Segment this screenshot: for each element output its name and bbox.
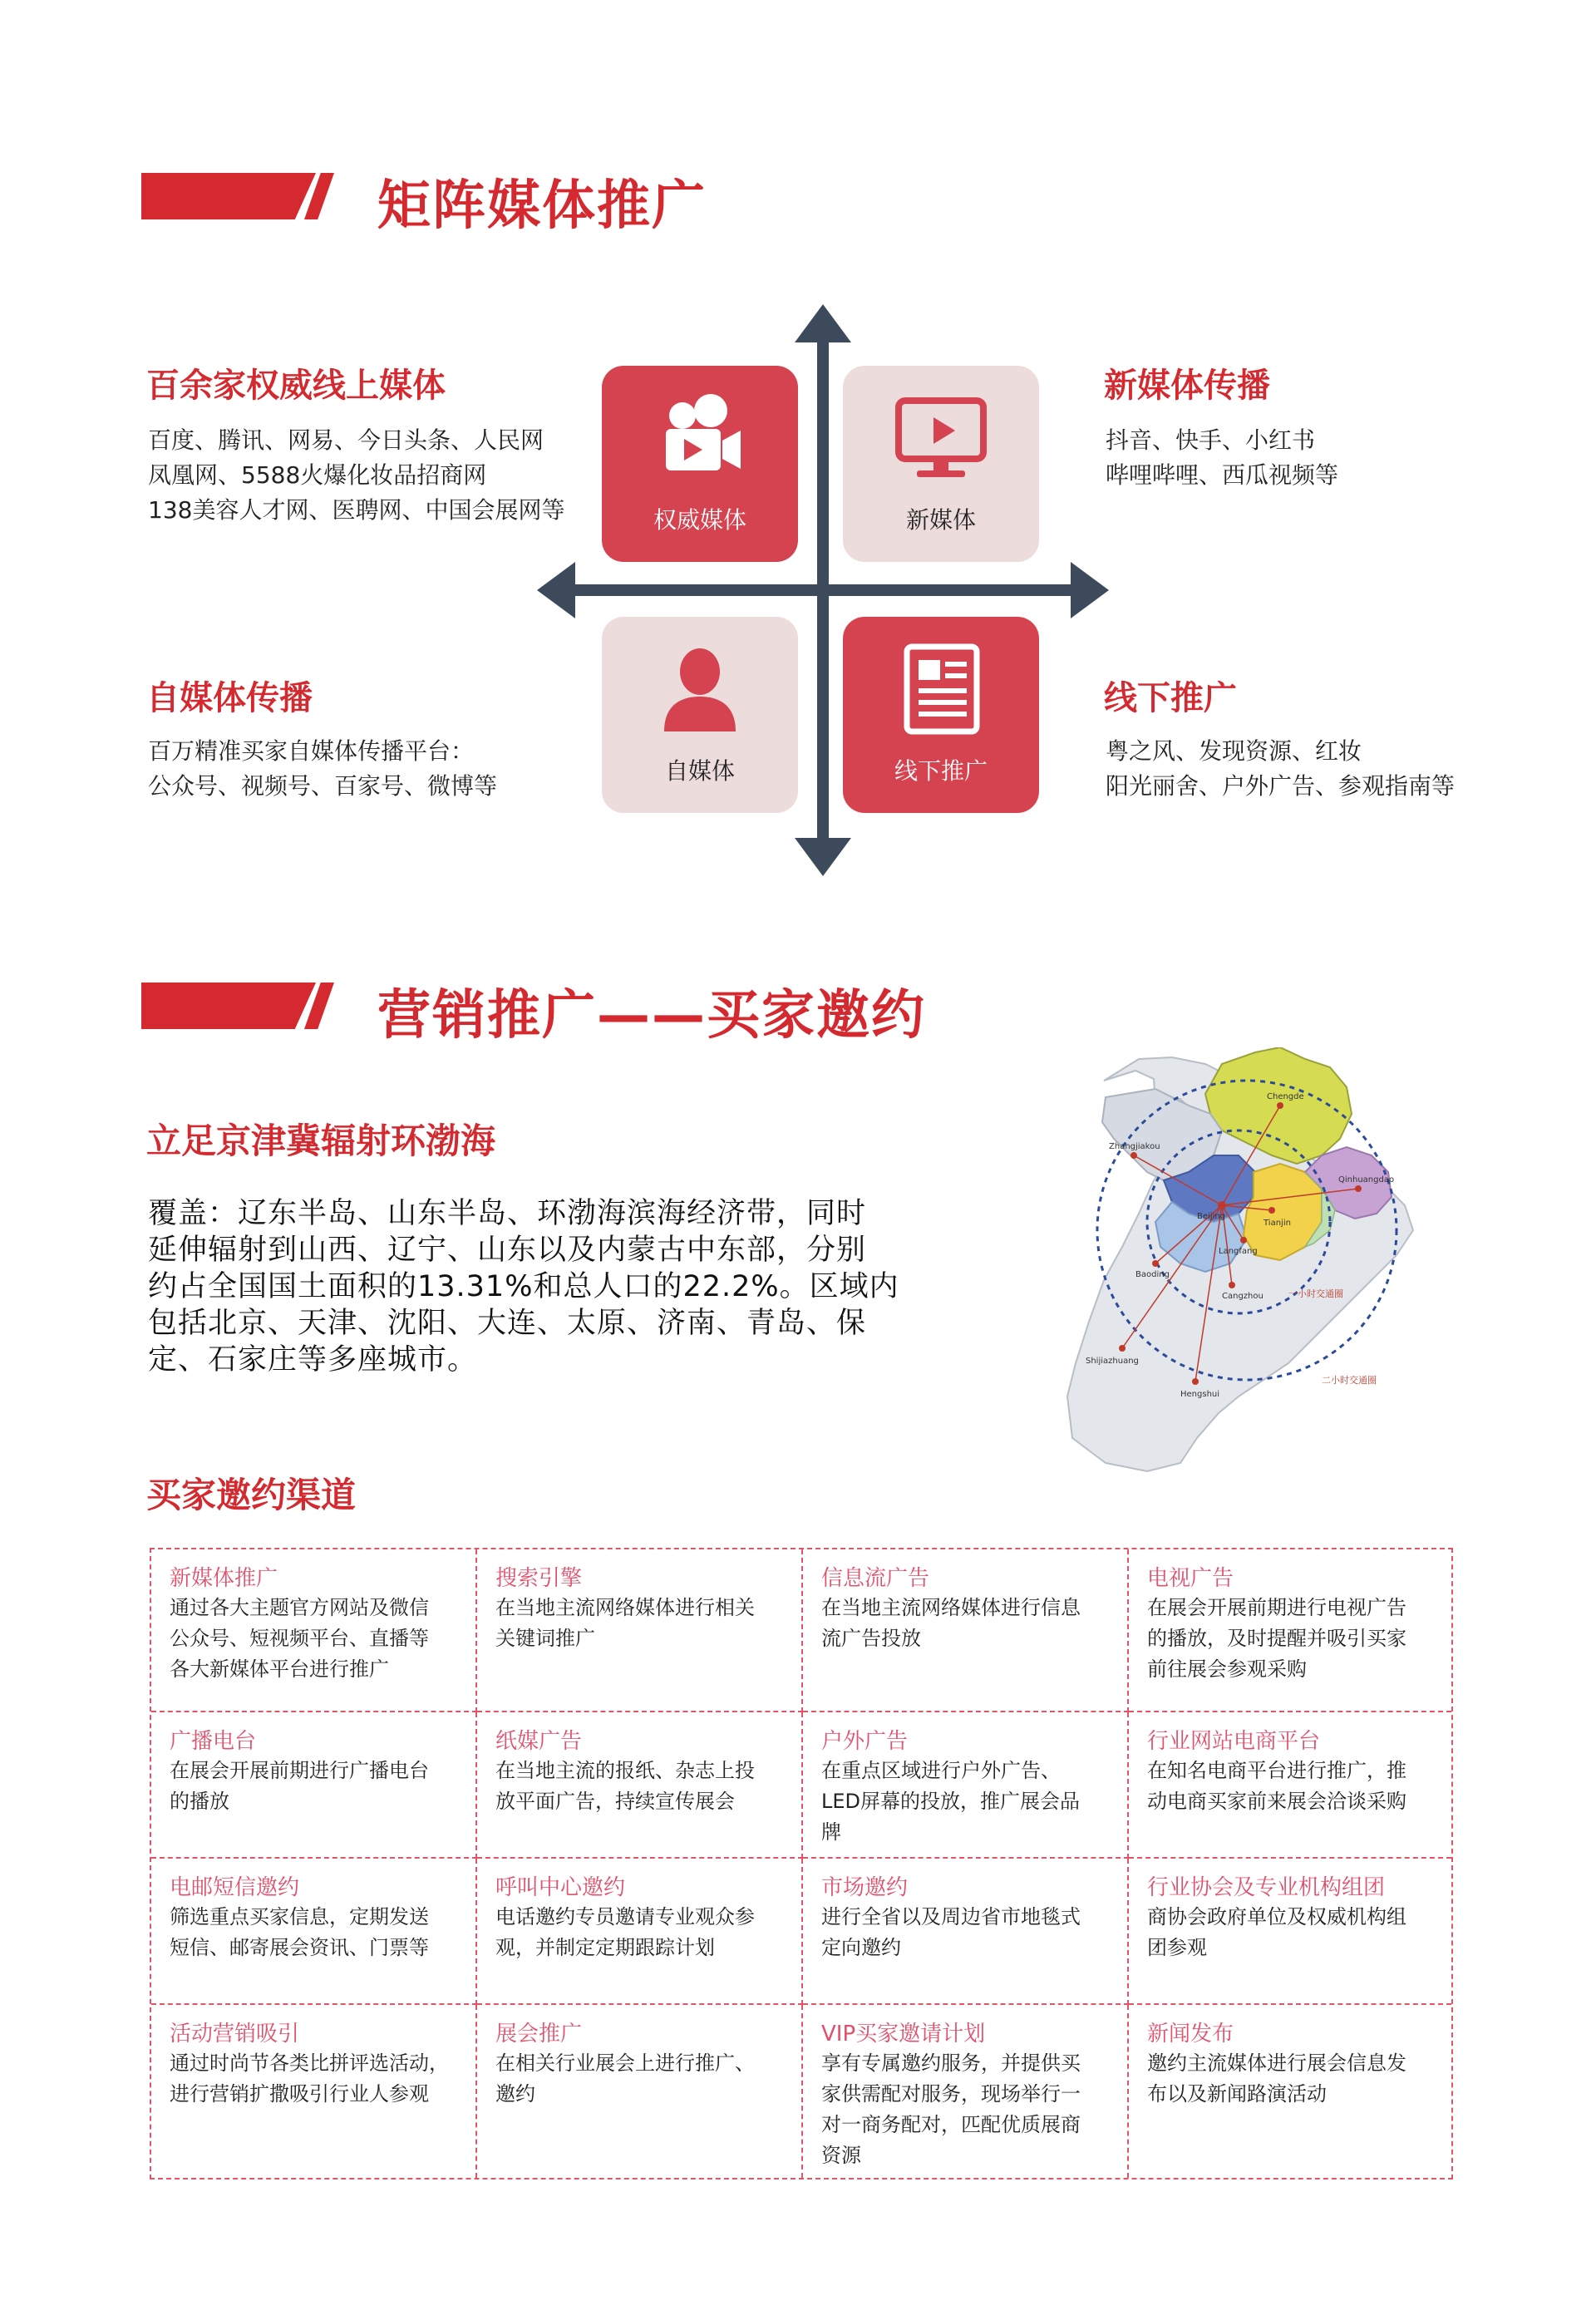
channel-cell: [151, 1549, 477, 1712]
channel-desc-line: 享有专属邀约服务，并提供买: [821, 2051, 1081, 2075]
channel-desc-line: 在展会开展前期进行电视广告: [1147, 1596, 1406, 1619]
channel-desc-line: 资源: [821, 2144, 861, 2167]
channel-cell: [151, 2005, 477, 2178]
quadrant-line: 阳光丽舍、户外广告、参观指南等: [1106, 772, 1456, 800]
quadrant-line: 凤凰网、5588火爆化妆品招商网: [148, 461, 487, 489]
channel-title: 电邮短信邀约: [170, 1875, 300, 1900]
tile-label: 自媒体: [664, 757, 735, 785]
channel-cell: [477, 1712, 803, 1859]
channel-title: 展会推广: [495, 2022, 583, 2046]
tile-offline: [843, 617, 1039, 813]
quadrant-title: 新媒体传播: [1104, 367, 1270, 405]
channel-title: 新闻发布: [1147, 2022, 1234, 2046]
map-label-chengde: Chengde: [1267, 1092, 1304, 1101]
channel-cell: [477, 2005, 803, 2178]
region-map: [1056, 1047, 1438, 1480]
channel-cell: [151, 1859, 477, 2005]
region-text-line: 延伸辐射到山西、辽宁、山东以及内蒙古中东部，分别: [148, 1234, 867, 1267]
channel-desc-line: 的播放: [170, 1790, 229, 1813]
channel-cell: [151, 1712, 477, 1859]
quadrant-title: 线下推广: [1104, 679, 1237, 717]
channel-desc-line: 邀约: [495, 2082, 535, 2106]
section-title-buyer-invitation: 营销推广——买家邀约: [377, 985, 926, 1047]
quadrant-line: 抖音、快手、小红书: [1106, 426, 1316, 454]
channel-title: 信息流广告: [821, 1566, 930, 1591]
channel-desc-line: 布以及新闻路演活动: [1147, 2082, 1327, 2106]
tile-new-media: [843, 366, 1039, 562]
channel-cell: [803, 1712, 1129, 1859]
channel-desc-line: 进行全省以及周边省市地毯式: [821, 1905, 1081, 1928]
channel-desc-line: 关键词推广: [495, 1627, 595, 1650]
quadrant-line: 138美容人才网、医聘网、中国会展网等: [148, 496, 565, 524]
channel-title: 呼叫中心邀约: [495, 1875, 626, 1900]
map-label-langfang: Langfang: [1219, 1247, 1258, 1256]
region-text-line: 覆盖：辽东半岛、山东半岛、环渤海滨海经济带，同时: [148, 1197, 867, 1230]
quadrant-line: 百度、腾讯、网易、今日头条、人民网: [148, 426, 544, 454]
channel-cell: [1129, 1859, 1451, 2005]
channel-cell: [1129, 2005, 1451, 2178]
map-label-qinhuangdao: Qinhuangdao: [1338, 1175, 1395, 1185]
channel-desc-line: 放平面广告，持续宣传展会: [495, 1790, 735, 1813]
map-label-beijing: Beijing: [1197, 1212, 1226, 1221]
channel-desc-line: 进行营销扩撒吸引行业人参观: [170, 2082, 429, 2106]
channel-desc-line: 定向邀约: [821, 1936, 901, 1959]
quadrant-title: 自媒体传播: [146, 679, 313, 717]
channel-title: 广播电台: [170, 1729, 257, 1754]
video-camera-icon: [654, 392, 746, 484]
section-title-matrix: 矩阵媒体推广: [377, 175, 707, 237]
channel-desc-line: 商协会政府单位及权威机构组: [1147, 1905, 1406, 1928]
channel-desc-line: LED屏幕的投放，推广展会品: [821, 1790, 1081, 1813]
quadrant-line: 百万精准买家自媒体传播平台：: [148, 737, 475, 765]
tile-self-media: [602, 617, 798, 813]
channel-cell: [803, 2005, 1129, 2178]
channel-title: 行业协会及专业机构组团: [1147, 1875, 1386, 1900]
channel-cell: [803, 1859, 1129, 2005]
tile-label: 新媒体: [905, 506, 976, 534]
map-label-one-hour-circle: 一小时交通圈: [1288, 1288, 1343, 1299]
map-label-cangzhou: Cangzhou: [1222, 1292, 1264, 1301]
quadrant-line: 粤之风、发现资源、红妆: [1106, 737, 1362, 765]
channel-cell: [803, 1549, 1129, 1712]
channel-desc-line: 在当地主流网络媒体进行相关: [495, 1596, 755, 1619]
map-label-shijiazhuang: Shijiazhuang: [1086, 1357, 1139, 1366]
person-icon: [654, 643, 746, 735]
section-header-bar-2: [141, 983, 366, 1029]
region-text-line: 定、石家庄等多座城市。: [148, 1343, 478, 1377]
quadrant-line: 哔哩哔哩、西瓜视频等: [1106, 461, 1339, 489]
section-header-bar-1: [141, 173, 366, 219]
channel-desc-line: 动电商买家前来展会洽谈采购: [1147, 1790, 1406, 1813]
channel-desc-line: 公众号、短视频平台、直播等: [170, 1627, 429, 1650]
channel-desc-line: 在相关行业展会上进行推广、: [495, 2051, 755, 2075]
channel-desc-line: 各大新媒体平台进行推广: [170, 1657, 389, 1681]
channel-desc-line: 在知名电商平台进行推广，推: [1147, 1759, 1406, 1782]
channel-cell: [1129, 1712, 1451, 1859]
channel-desc-line: 短信、邮寄展会资讯、门票等: [170, 1936, 429, 1959]
channel-desc-line: 通过时尚节各类比拼评选活动，: [170, 2051, 449, 2075]
channel-desc-line: 家供需配对服务，现场举行一: [821, 2082, 1081, 2106]
channel-desc-line: 在当地主流的报纸、杂志上投: [495, 1759, 755, 1782]
tile-label: 权威媒体: [653, 506, 746, 534]
channel-desc-line: 观，并制定定期跟踪计划: [495, 1936, 715, 1959]
channel-title: 搜索引擎: [495, 1566, 583, 1591]
channel-desc-line: 在重点区域进行户外广告、: [821, 1759, 1061, 1782]
channel-cell: [477, 1859, 803, 2005]
channel-title: 行业网站电商平台: [1147, 1729, 1321, 1754]
tile-authority-media: [602, 366, 798, 562]
tile-label: 线下推广: [894, 757, 988, 785]
channel-desc-line: 在当地主流网络媒体进行信息: [821, 1596, 1081, 1619]
channel-desc-line: 对一商务配对，匹配优质展商: [821, 2113, 1081, 2136]
channel-title: 纸媒广告: [495, 1729, 583, 1754]
document-icon: [895, 643, 987, 735]
channel-desc-line: 筛选重点买家信息，定期发送: [170, 1905, 429, 1928]
quadrant-line: 公众号、视频号、百家号、微博等: [148, 772, 498, 800]
channel-title: 活动营销吸引: [170, 2022, 300, 2046]
channel-desc-line: 通过各大主题官方网站及微信: [170, 1596, 429, 1619]
channel-desc-line: 邀约主流媒体进行展会信息发: [1147, 2051, 1406, 2075]
channel-cell: [477, 1549, 803, 1712]
channel-title: 电视广告: [1147, 1566, 1234, 1591]
map-label-hengshui: Hengshui: [1180, 1390, 1220, 1399]
channel-desc-line: 团参观: [1147, 1936, 1207, 1959]
quadrant-title: 百余家权威线上媒体: [146, 367, 446, 405]
channel-desc-line: 在展会开展前期进行广播电台: [170, 1759, 429, 1782]
region-text-line: 包括北京、天津、沈阳、大连、太原、济南、青岛、保: [148, 1307, 867, 1340]
channel-desc-line: 流广告投放: [821, 1627, 921, 1650]
map-label-zhangjiakou: Zhangjiakou: [1109, 1142, 1160, 1151]
region-heading: 立足京津冀辐射环渤海: [146, 1121, 496, 1161]
channels-grid: [150, 1548, 1453, 2179]
channel-cell: [1129, 1549, 1451, 1712]
channel-desc-line: 电话邀约专员邀请专业观众参: [495, 1905, 755, 1928]
channel-desc-line: 前往展会参观采购: [1147, 1657, 1307, 1681]
monitor-play-icon: [895, 392, 987, 484]
channel-desc-line: 的播放，及时提醒并吸引买家: [1147, 1627, 1406, 1650]
channel-title: 市场邀约: [821, 1875, 909, 1900]
channel-title: 户外广告: [821, 1729, 909, 1754]
region-text-line: 约占全国国土面积的13.31%和总人口的22.2%。区域内: [148, 1270, 899, 1303]
map-label-two-hour-circle: 二小时交通圈: [1322, 1375, 1377, 1386]
channels-heading: 买家邀约渠道: [146, 1475, 357, 1515]
channel-desc-line: 牌: [821, 1820, 841, 1844]
channel-title: 新媒体推广: [170, 1566, 278, 1591]
map-label-tianjin: Tianjin: [1264, 1219, 1291, 1228]
map-label-baoding: Baoding: [1135, 1270, 1170, 1279]
channel-title: VIP买家邀请计划: [821, 2022, 986, 2046]
